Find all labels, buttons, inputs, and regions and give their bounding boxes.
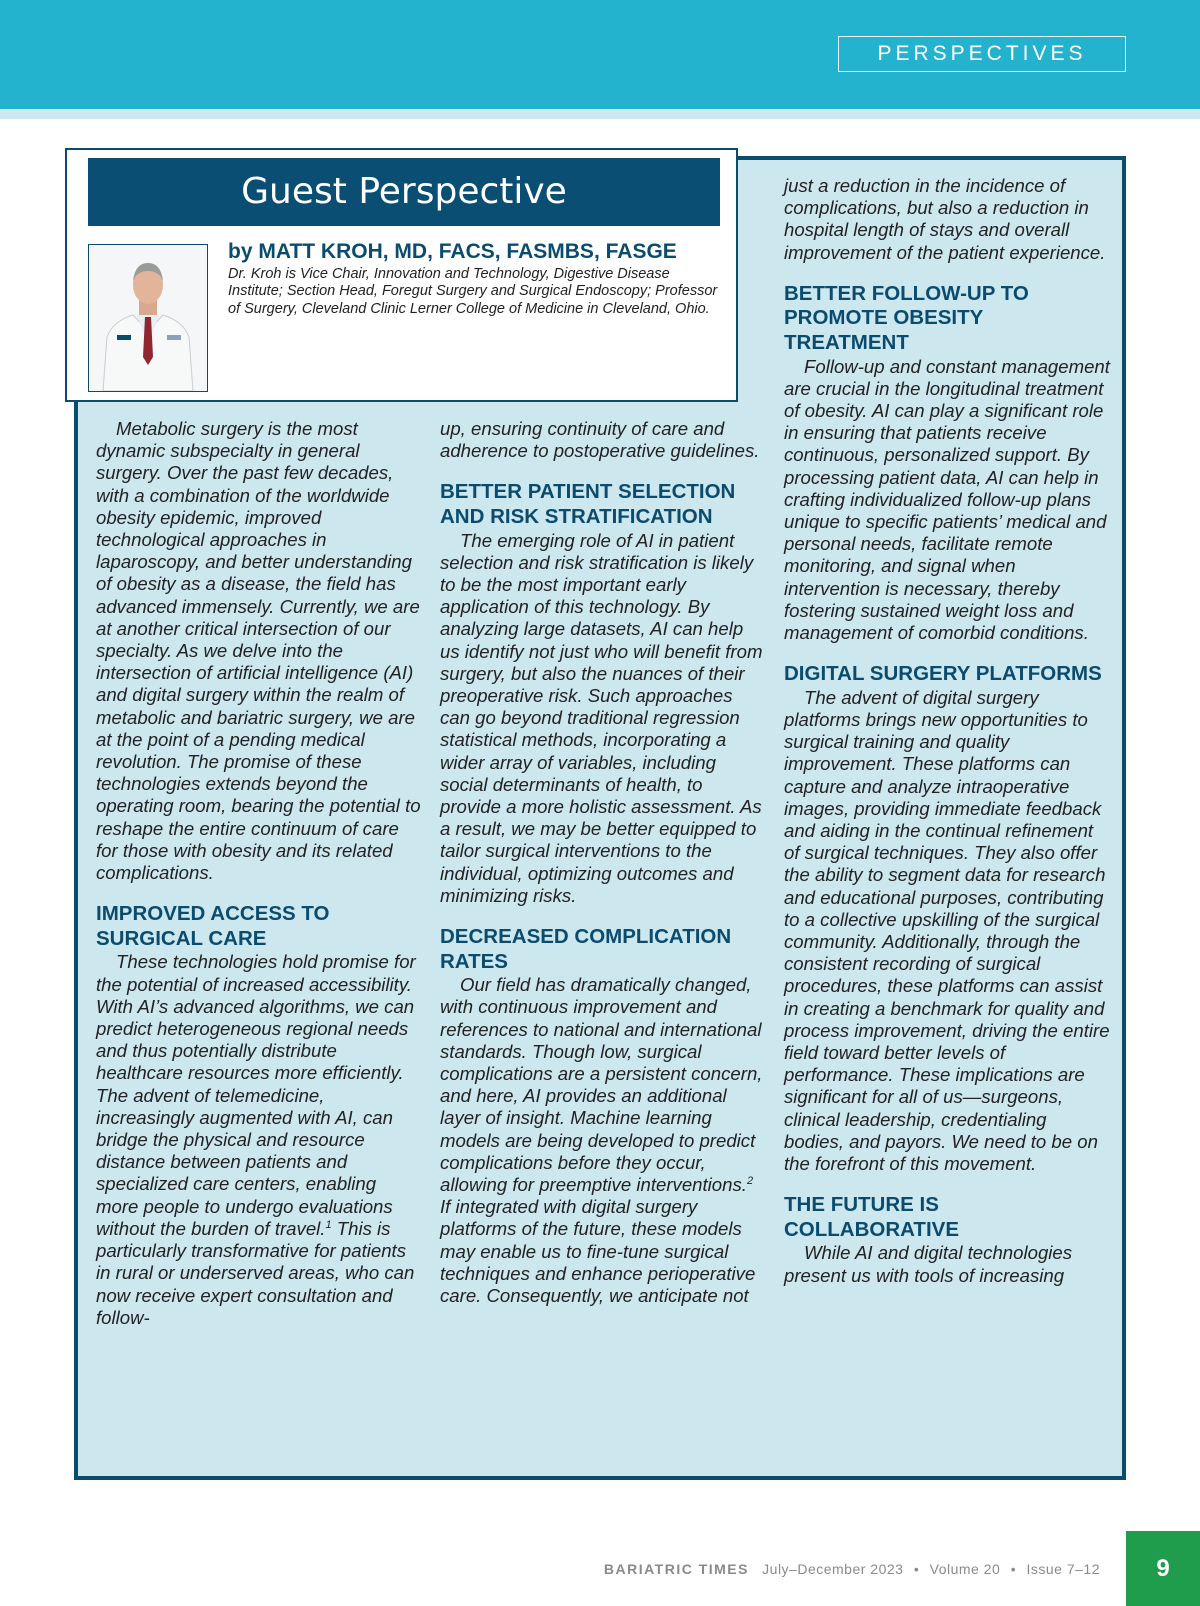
intro-paragraph: Metabolic surgery is the most dynamic subspecialty in general surgery. Over the past few decades, with a combination of the worldwide obesity epidemic, improved technological approaches in laparoscopy, and better understanding of obesity as a disease, the field has advanced immensely. Currently, we are at another critical intersection of our specialty. As we delve into the intersection of artificial intelligence (AI) and digital surgery within the realm of metabolic and bariatric surgery, we are at the point of a pending medical revolution. The promise of these technologies extends beyond the operating room, bearing the potential to reshape the entire continuum of care for those with obesity and its related complications.: [96, 418, 421, 884]
section-body-future: While AI and digital technologies present us with tools of increasing: [784, 1242, 1073, 1286]
section-body-follow-up: Follow-up and constant management are crucial in the longitudinal treatment of obesity. AI can play a significant role in ensuring that patients receive continuous, personalized support. By processing patient data, AI can help in crafting individualized follow-up plans unique to specific patients’ medical and personal needs, facilitate remote monitoring, and signal when intervention is necessary, thereby fostering sustained weight loss and management of comorbid conditions.: [784, 355, 1110, 644]
footer-issue: Issue 7–12: [1026, 1561, 1100, 1577]
author-affiliation: Dr. Kroh is Vice Chair, Innovation and Technology, Digestive Disease Institute; Section Head, Foregut Surgery and Surgical Endoscopy; Professor of Surgery, Cleveland Clinic Lerner College of Medicine in Cleveland, Ohio.: [228, 266, 718, 317]
footer-volume: Volume 20: [929, 1561, 1001, 1577]
section-body-access: [96, 951, 422, 1328]
section-heading-complications: DECREASED COMPLICATION RATES: [440, 925, 732, 973]
section-body-selection: The emerging role of AI in patient selection and risk stratification is likely to be the most important early application of this technology. By analyzing large datasets, AI can help us identify not just who will benefit from surgery, but also the nuances of their preoperative risk. Such approaches can go beyond traditional regression statistical methods, incorporating a wider array of variables, including social determinants of health, to provide a more holistic assessment. As a result, we may be better equipped to tailor surgical interventions to the individual, optimizing outcomes and minimizing risks.: [440, 529, 763, 906]
section-body-complications-continued: just a reduction in the incidence of complications, but also a reduction in hospital length of stays and overall improvement of the patient experience.: [784, 175, 1106, 263]
footer-separator: •: [913, 1561, 920, 1577]
section-body-complications-part2: If integrated with digital surgery platforms of the future, these models may enable us to fine-tune surgical techniques and enhance perioperative care. Consequently, we anticipate not: [440, 1196, 756, 1307]
section-heading-digital-platforms: DIGITAL SURGERY PLATFORMS: [784, 662, 1102, 686]
section-heading-access: IMPROVED ACCESS TO SURGICAL CARE: [96, 902, 330, 950]
article-header-card: [65, 148, 738, 402]
author-photo: [88, 244, 208, 392]
section-body-digital-platforms: The advent of digital surgery platforms brings new opportunities to surgical training and quality improvement. These platforms can capture and analyze intraoperative images, providing immediate feedback and aiding in the continual refinement of surgical techniques. They also offer the ability to segment data for research and educational purposes, contributing to a collective upskilling of the surgical community. Additionally, through the consistent recording of surgical procedures, these platforms can assist in creating a benchmark for quality and process improvement, driving the entire field toward better levels of performance. These implications are significant for all of us—surgeons, clinical leadership, credentialing bodies, and payors. We need to be on the forefront of this movement.: [784, 686, 1110, 1175]
page-number: 9: [1126, 1531, 1200, 1606]
reference-2: 2: [746, 1174, 754, 1187]
top-stripe: [0, 109, 1200, 119]
footer-separator: •: [1010, 1561, 1017, 1577]
section-body-complications: [440, 974, 764, 1307]
section-heading-future: THE FUTURE IS COLLABORATIVE: [784, 1193, 960, 1241]
article-title: Guest Perspective: [88, 158, 720, 226]
section-body-access-part1: These technologies hold promise for the potential of increased accessibility. With AI’s advanced algorithms, we can predict heterogeneous regional needs and thus potentially distribute healthcare resources more efficiently. The advent of telemedicine, increasingly augmented with AI, can bridge the physical and resource distance between patients and specialized care centers, enabling more people to undergo evaluations without the burden of travel.: [96, 951, 416, 1239]
footer-publication-info: [604, 1557, 1100, 1581]
section-heading-follow-up: BETTER FOLLOW-UP TO PROMOTE OBESITY TREATMENT: [784, 281, 1029, 354]
reference-1: 1: [325, 1218, 332, 1231]
section-body-complications-part1: Our field has dramatically changed, with continuous improvement and references to national and international standards. Though low, surgical complications are a persistent concern, and here, AI provides an additional layer of insight. Machine learning models are being developed to predict complications before they occur, allowing for preemptive interventions.: [440, 974, 763, 1196]
section-body-access-part2: This is particularly transformative for patients in rural or underserved areas, who can now receive expert consultation and follow-: [96, 1217, 415, 1328]
author-byline: by MATT KROH, MD, FACS, FASMBS, FASGE: [228, 240, 677, 263]
section-heading-selection: BETTER PATIENT SELECTION AND RISK STRATIFICATION: [440, 480, 736, 528]
column-3: [784, 175, 1110, 1287]
section-label: PERSPECTIVES: [838, 36, 1126, 72]
footer-date: July–December 2023: [762, 1561, 904, 1577]
section-body-access-continued: up, ensuring continuity of care and adherence to postoperative guidelines.: [440, 418, 760, 462]
footer-publication: BARIATRIC TIMES: [603, 1561, 749, 1577]
author-portrait-illustration: [89, 245, 207, 391]
column-2: [440, 418, 764, 1307]
column-1: [96, 418, 422, 1329]
